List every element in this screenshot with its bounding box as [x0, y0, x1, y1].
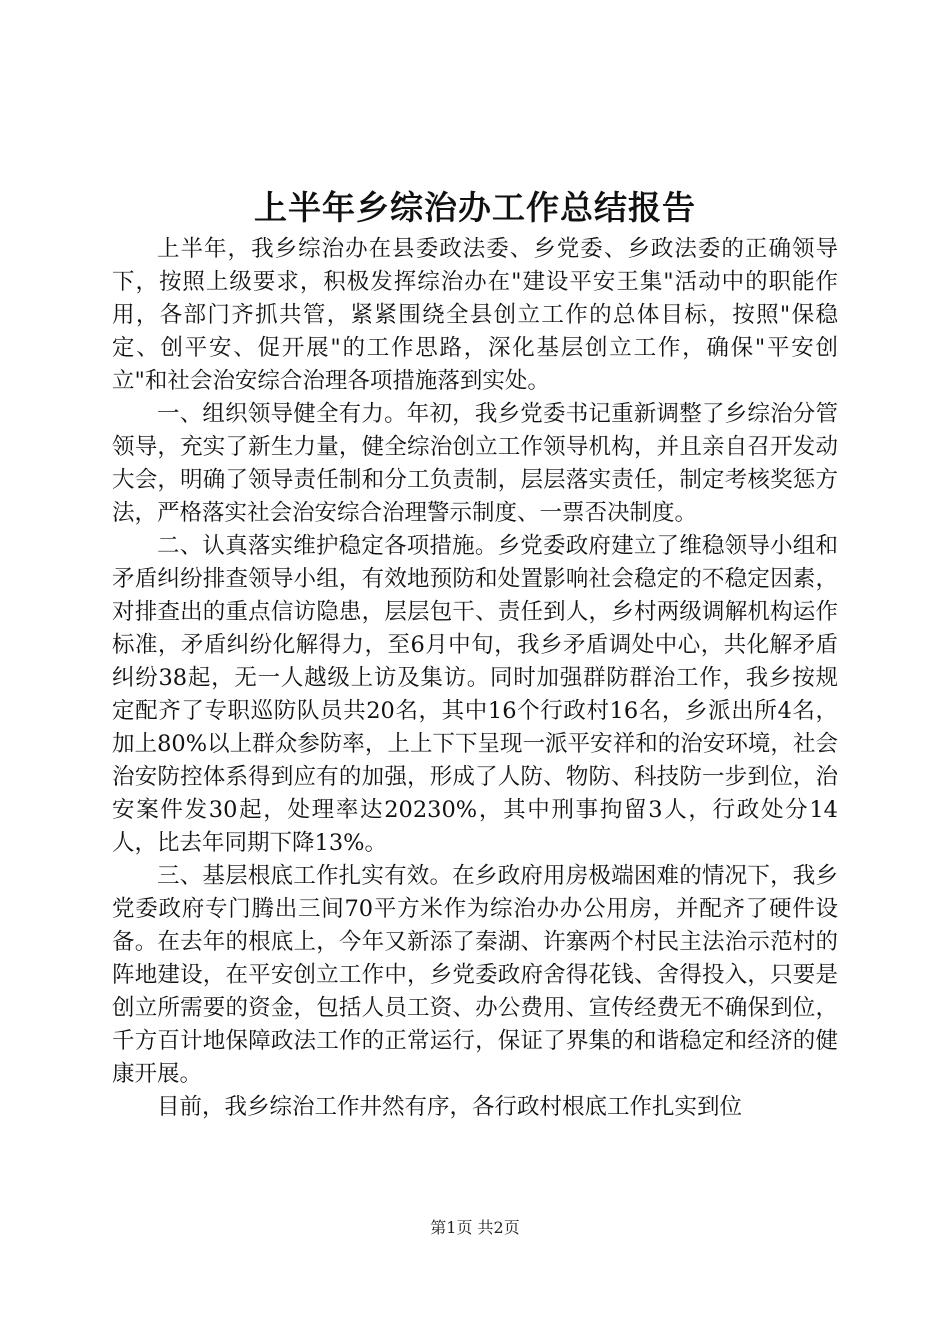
paragraph-conclusion: 目前，我乡综治工作井然有序，各行政村根底工作扎实到位: [157, 1094, 743, 1120]
document-body: [112, 233, 838, 1124]
page-indicator: 第1页 共2页: [430, 1218, 520, 1237]
paragraph-section-1: 一、组织领导健全有力。年初，我乡党委书记重新调整了乡综治分管领导，充实了新生力量，健全综治创立工作领导机构，并且亲自召开发动大会，明确了领导责任制和分工负责制，层层落实责任，制定考核奖惩方法，严格落实社会治安综合治理警示制度、一票否决制度。: [112, 401, 838, 526]
paragraph-section-2: 二、认真落实维护稳定各项措施。乡党委政府建立了维稳领导小组和矛盾纠纷排查领导小组，有效地预防和处置影响社会稳定的不稳定因素，对排查出的重点信访隐患，层层包干、责任到人，乡村两级调解机构运作标准，矛盾纠纷化解得力，至6月中旬，我乡矛盾调处中心，共化解矛盾纠纷38起，无一人越级上访及集访。同时加强群防群治工作，我乡按规定配齐了专职巡防队员共20名，其中16个行政村16名，乡派出所4名，加上80%以上群众参防率，上上下下呈现一派平安祥和的治安环境，社会治安防控体系得到应有的加强，形成了人防、物防、科技防一步到位，治安案件发30起，处理率达20230%，其中刑事拘留3人，行政处分14人，比去年同期下降13%。: [112, 533, 838, 856]
page-footer: [0, 1217, 950, 1239]
paragraph-section-3: 三、基层根底工作扎实有效。在乡政府用房极端困难的情况下，我乡党委政府专门腾出三间70平方米作为综治办办公用房，并配齐了硬件设备。在去年的根底上，今年又新添了秦湖、许寨两个村民主法治示范村的阵地建设，在平安创立工作中，乡党委政府舍得花钱、舍得投入，只要是创立所需要的资金，包括人员工资、办公费用、宣传经费无不确保到位，千方百计地保障政法工作的正常运行，保证了界集的和谐稳定和经济的健康开展。: [112, 863, 838, 1087]
paragraph-intro: 上半年，我乡综治办在县委政法委、乡党委、乡政法委的正确领导下，按照上级要求，积极发挥综治办在"建设平安王集"活动中的职能作用，各部门齐抓共管，紧紧围绕全县创立工作的总体目标，按照"保稳定、创平安、促开展"的工作思路，深化基层创立工作，确保"平安创立"和社会治安综合治理各项措施落到实处。: [112, 236, 838, 394]
document-title: 上半年乡综治办工作总结报告: [254, 188, 696, 227]
